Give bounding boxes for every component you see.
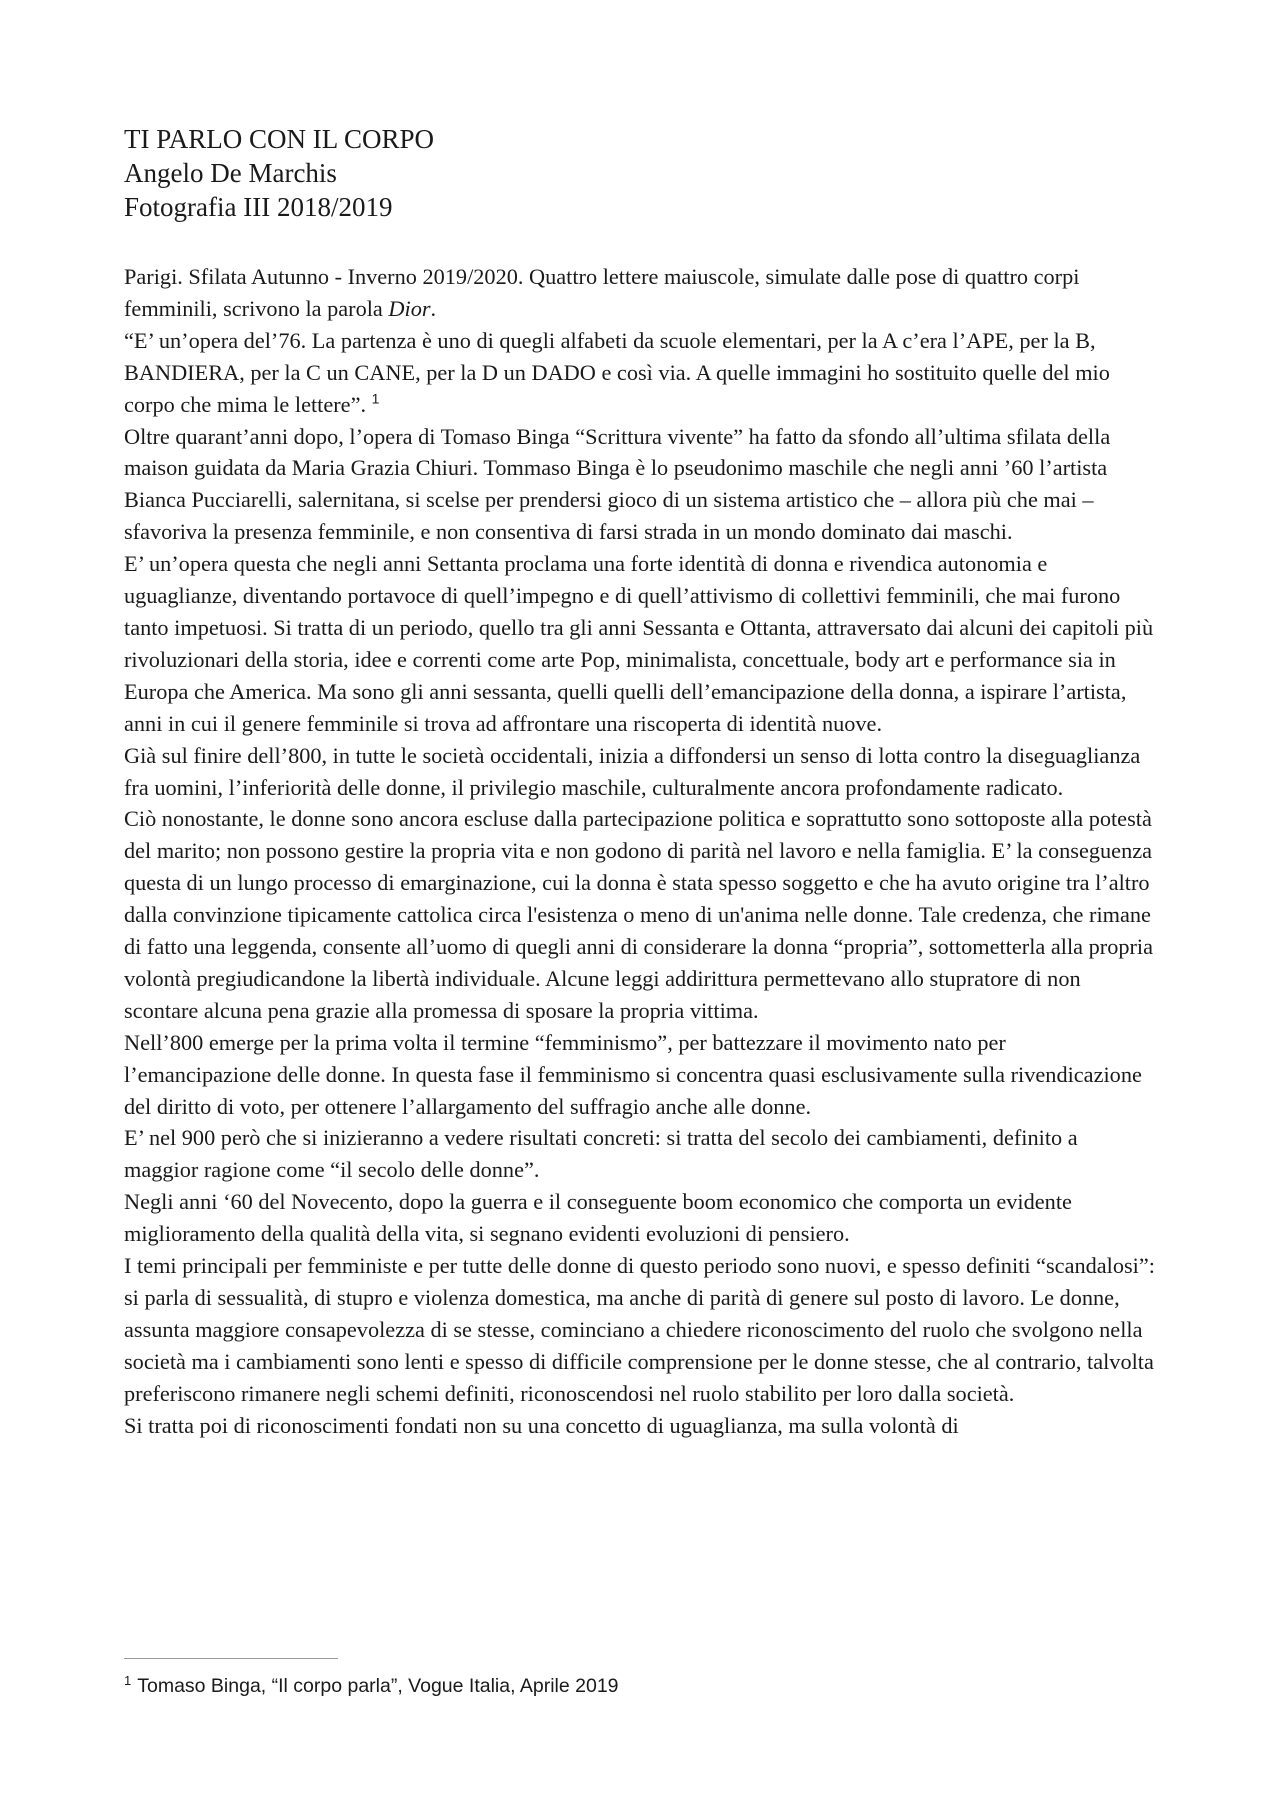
paragraph-3: Oltre quarant’anni dopo, l’opera di Tomaso Binga “Scrittura vivente” ha fatto da sfondo all’ultima sfilata della maison guidata da Maria Grazia Chiuri. Tommaso Binga è lo pseudonimo maschile che negli anni ’60 l’artista Bianca Pucciarelli, salernitana, si scelse per prendersi gioco di un sistema artistico che – allora più che mai – sfavoriva la presenza femminile, e non consentiva di farsi strada in un mondo dominato dai maschi.: [124, 423, 1111, 545]
footnote-divider: [124, 1658, 338, 1659]
paragraph-1-text: Parigi. Sfilata Autunno - Inverno 2019/2020. Quattro lettere maiuscole, simulate dalle pose di quattro corpi femminili, scrivono la parola: [124, 264, 1080, 321]
footnote: [124, 1673, 1154, 1699]
footnote-reference[interactable]: 1: [371, 390, 380, 407]
document-body: [124, 261, 1156, 1442]
paragraph-4: E’ un’opera questa che negli anni Settanta proclama una forte identità di donna e rivendica autonomia e uguaglianze, diventando portavoce di quell’impegno e di quell’attivismo di collettivi femminili, che mai furono tanto impetuosi. Si tratta di un periodo, quello tra gli anni Sessanta e Ottanta, attraversato dai alcuni dei capitoli più rivoluzionari della storia, idee e correnti come arte Pop, minimalista, concettuale, body art e performance sia in Europa che America. Ma sono gli anni sessanta, quelli quelli dell’emancipazione della donna, a ispirare l’artista, anni in cui il genere femminile si trova ad affrontare una riscoperta di identità nuove.: [124, 551, 1154, 736]
paragraph-8: E’ nel 900 però che si inizieranno a vedere risultati concreti: si tratta del secolo dei cambiamenti, definito a maggior ragione come “il secolo delle donne”.: [124, 1125, 1078, 1183]
document-course: Fotografia III 2018/2019: [124, 192, 393, 222]
paragraph-1: [124, 261, 1156, 325]
paragraph-2-text: “E’ un’opera del’76. La partenza è uno di quegli alfabeti da scuole elementari, per la A c’era l’APE, per la B, BANDIERA, per la C un CANE, per la D un DADO e così via. A quelle immagini ho sostituito quelle del mio corpo che mima le lettere”.: [124, 327, 1110, 417]
paragraph-10: I temi principali per femministe e per tutte delle donne di questo periodo sono nuovi, e spesso definiti “scandalosi”: si parla di sessualità, di stupro e violenza domestica, ma anche di parità di genere sul posto di lavoro. Le donne, assunta maggiore consapevolezza di se stesse, cominciano a chiedere riconoscimento del ruolo che svolgono nella società ma i cambiamenti sono lenti e spesso di difficile comprensione per le donne stesse, che al contrario, talvolta preferiscono rimanere negli schemi definiti, riconoscendosi nel ruolo stabilito per loro dalla società.: [124, 1253, 1155, 1406]
paragraph-9: Negli anni ‘60 del Novecento, dopo la guerra e il conseguente boom economico che comporta un evidente miglioramento della qualità della vita, si segnano evidenti evoluzioni di pensiero.: [124, 1189, 1072, 1247]
paragraph-6: Ciò nonostante, le donne sono ancora escluse dalla partecipazione politica e soprattutto sono sottoposte alla potestà del marito; non possono gestire la propria vita e non godono di parità nel lavoro e nella famiglia. E’ la conseguenza questa di un lungo processo di emarginazione, cui la donna è stata spesso soggetto e che ha avuto origine tra l’altro dalla convinzione tipicamente cattolica circa l'esistenza o meno di un'anima nelle donne. Tale credenza, che rimane di fatto una leggenda, consente all’uomo di quegli anni di considerare la donna “propria”, sottometterla alla propria volontà pregiudicandone la libertà individuale. Alcune leggi addirittura permettevano allo stupratore di non scontare alcuna pena grazie alla promessa di sposare la propria vittima.: [124, 806, 1154, 1023]
dior-word: Dior: [388, 295, 431, 321]
footnote-text: Tomaso Binga, “Il corpo parla”, Vogue Italia, Aprile 2019: [137, 1675, 619, 1697]
paragraph-1-end: .: [430, 295, 437, 321]
paragraph-11: Si tratta poi di riconoscimenti fondati non su una concetto di uguaglianza, ma sulla volontà di: [124, 1412, 959, 1438]
paragraph-5: Già sul finire dell’800, in tutte le società occidentali, inizia a diffondersi un senso di lotta contro la diseguaglianza fra uomini, l’inferiorità delle donne, il privilegio maschile, culturalmente ancora profondamente radicato.: [124, 742, 1141, 800]
paragraph-2: [124, 325, 1156, 421]
document-title: TI PARLO CON IL CORPO: [124, 124, 435, 154]
footnote-number: 1: [124, 1672, 132, 1688]
paragraph-7: Nell’800 emerge per la prima volta il termine “femminismo”, per battezzare il movimento nato per l’emancipazione delle donne. In questa fase il femminismo si concentra quasi esclusivamente sulla rivendicazione del diritto di voto, per ottenere l’allargamento del suffragio anche alle donne.: [124, 1029, 1142, 1119]
document-author: Angelo De Marchis: [124, 158, 337, 188]
document-header: [124, 122, 1154, 224]
